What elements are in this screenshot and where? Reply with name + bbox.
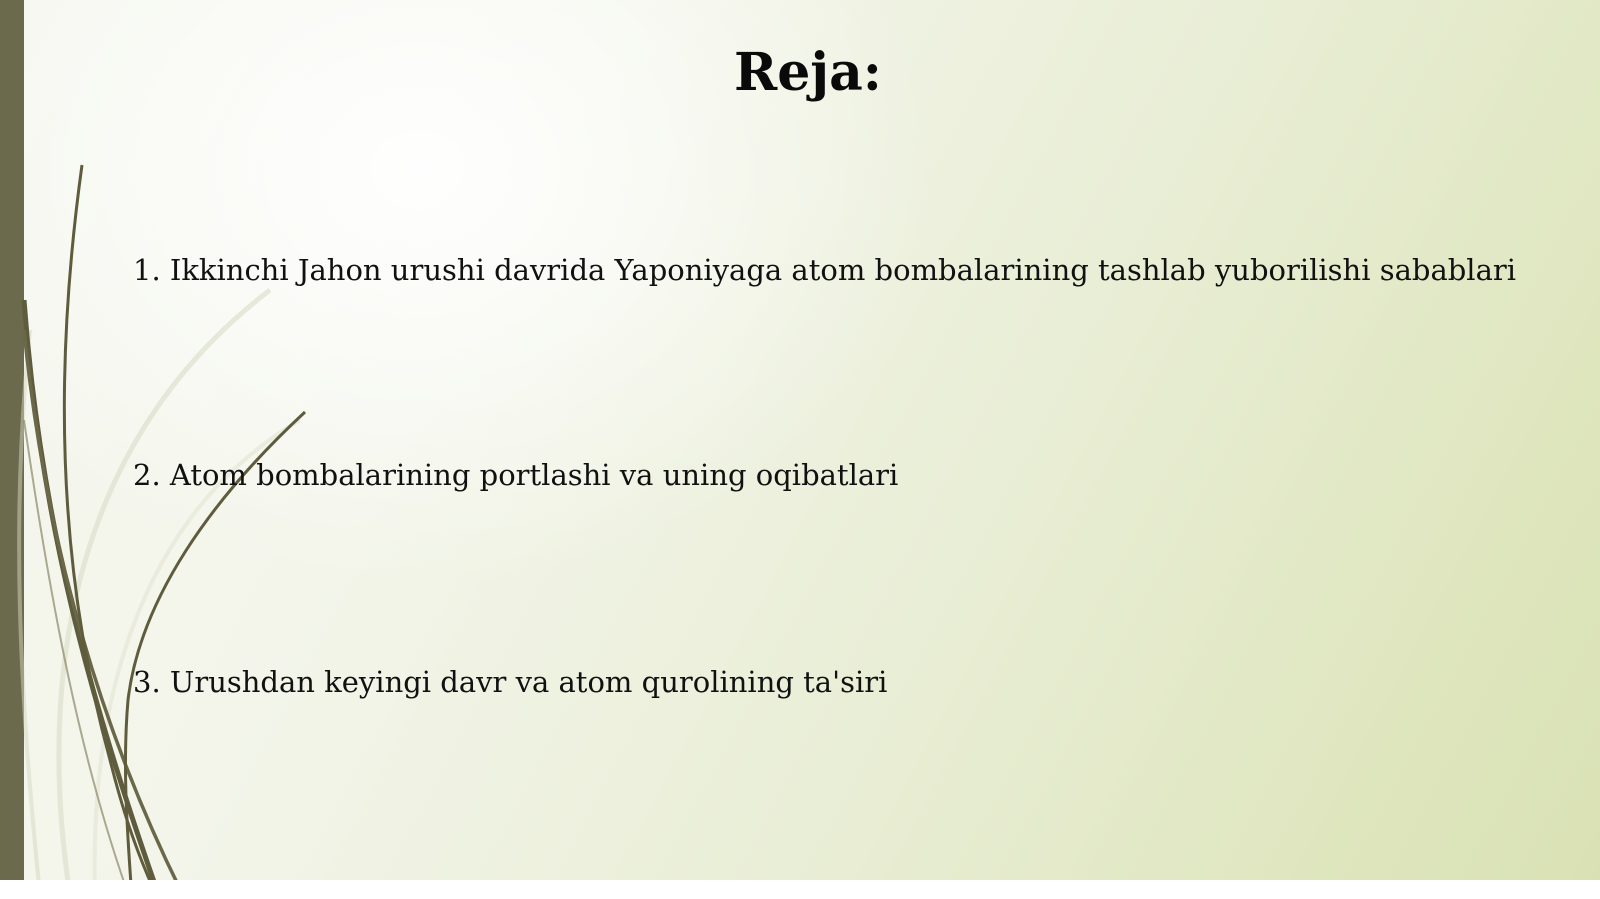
plan-item-3: 3. Urushdan keyingi davr va atom qurolining ta'siri [133, 665, 888, 699]
slide-title: Reja: [733, 42, 882, 103]
plan-item-1: 1. Ikkinchi Jahon urushi davrida Yaponiyaga atom bombalarining tashlab yuborilishi sabablari [133, 253, 1516, 287]
grass-decoration [0, 0, 360, 899]
bottom-edge [0, 880, 1600, 899]
plan-item-2: 2. Atom bombalarining portlashi va uning oqibatlari [133, 458, 899, 492]
